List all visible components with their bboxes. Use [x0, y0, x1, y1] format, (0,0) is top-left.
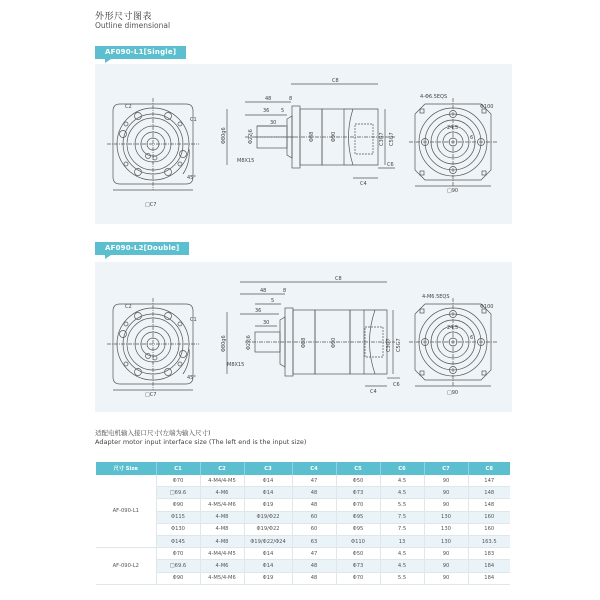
cell: 163.5	[468, 535, 510, 547]
cell: 4.5	[380, 475, 424, 487]
col-header: C7	[424, 462, 468, 475]
cell: Φ70	[156, 475, 200, 487]
cell: Φ130	[156, 523, 200, 535]
cell: 4-M4/4-M5	[200, 475, 244, 487]
cell: 48	[292, 499, 336, 511]
svg-text:48: 48	[260, 288, 267, 294]
cell: Φ110	[336, 535, 380, 547]
cell: 90	[424, 548, 468, 560]
svg-text:C3G7: C3G7	[386, 338, 392, 352]
col-header: C3	[244, 462, 292, 475]
svg-text:C5G7: C5G7	[389, 132, 395, 146]
outline-drawing-l2	[95, 262, 512, 412]
svg-text:8: 8	[283, 288, 287, 294]
dimension-table	[96, 462, 510, 585]
svg-text:8: 8	[289, 96, 293, 102]
cell: 183	[468, 548, 510, 560]
cell: 160	[468, 523, 510, 535]
table-row	[96, 560, 510, 572]
cell: Φ73	[336, 487, 380, 499]
svg-text:C1: C1	[190, 117, 197, 123]
col-header: C6	[380, 462, 424, 475]
cell: Φ14	[244, 560, 292, 572]
side-view	[227, 282, 400, 386]
table-row	[96, 548, 510, 560]
svg-text:C8: C8	[335, 276, 342, 282]
svg-text:24.5: 24.5	[447, 125, 459, 131]
col-header: C2	[200, 462, 244, 475]
col-header: C4	[292, 462, 336, 475]
cell: Φ95	[336, 523, 380, 535]
cell: Φ70	[156, 548, 200, 560]
cell: □69.6	[156, 560, 200, 572]
svg-text:M8X15: M8X15	[237, 158, 255, 164]
table-row	[96, 535, 510, 547]
svg-text:30: 30	[263, 320, 270, 326]
svg-text:30: 30	[270, 120, 277, 126]
cell: Φ95	[336, 511, 380, 523]
svg-text:4-M6.5EQS: 4-M6.5EQS	[422, 294, 450, 300]
cell: 48	[292, 560, 336, 572]
table-row	[96, 511, 510, 523]
rear-view	[409, 98, 497, 186]
cell: 5.5	[380, 499, 424, 511]
front-view	[107, 98, 199, 190]
col-header: 尺寸 Size	[96, 462, 156, 475]
cell: Φ70	[336, 572, 380, 584]
svg-text:C4: C4	[370, 389, 377, 395]
cell: Φ19/Φ22/Φ24	[244, 535, 292, 547]
cell: Φ73	[336, 560, 380, 572]
section-title-en: Adapter motor input interface size (The left end is the input size)	[95, 438, 307, 446]
svg-text:45°: 45°	[187, 375, 196, 381]
svg-text:□C7: □C7	[145, 392, 157, 398]
svg-text:□C7: □C7	[145, 202, 157, 208]
cell: 4-M8	[200, 523, 244, 535]
svg-text:Φ100: Φ100	[480, 104, 494, 110]
svg-text:5: 5	[271, 298, 275, 304]
cell: 90	[424, 499, 468, 511]
cell: Φ19/Φ22	[244, 511, 292, 523]
svg-text:4-Φ6.5EQS: 4-Φ6.5EQS	[420, 94, 448, 100]
svg-text:C6: C6	[393, 382, 400, 388]
svg-text:45°: 45°	[187, 175, 196, 181]
col-header: C8	[468, 462, 510, 475]
svg-text:C6: C6	[387, 162, 394, 168]
drawing-panel-l1	[95, 64, 512, 224]
cell: 148	[468, 499, 510, 511]
cell: 4.5	[380, 548, 424, 560]
cell: 48	[292, 487, 336, 499]
cell: 60	[292, 511, 336, 523]
cell: Φ50	[336, 475, 380, 487]
cell: 13	[380, 535, 424, 547]
svg-text:Φ80g6: Φ80g6	[221, 335, 227, 352]
cell: Φ115	[156, 511, 200, 523]
cell: 4-M6	[200, 487, 244, 499]
cell: 90	[424, 475, 468, 487]
cell: □69.6	[156, 487, 200, 499]
model-tab-l1: AF090-L1[Single]	[95, 46, 186, 59]
svg-text:Φ80g6: Φ80g6	[221, 127, 227, 144]
page-title-en: Outline dimensional	[95, 21, 171, 30]
table-row	[96, 487, 510, 499]
col-header: C1	[156, 462, 200, 475]
cell: 7.5	[380, 523, 424, 535]
table-row	[96, 523, 510, 535]
svg-text:C3G7: C3G7	[379, 132, 385, 146]
cell: 130	[424, 511, 468, 523]
cell: 90	[424, 572, 468, 584]
cell: 130	[424, 523, 468, 535]
table-row	[96, 572, 510, 584]
svg-text:Φ100: Φ100	[480, 304, 494, 310]
svg-text:C8: C8	[332, 78, 339, 84]
cell: 148	[468, 487, 510, 499]
table-row	[96, 499, 510, 511]
drawing-panel-l2	[95, 262, 512, 412]
svg-text:Φ88: Φ88	[301, 337, 307, 348]
svg-text:6: 6	[470, 135, 474, 141]
cell: 4-M8	[200, 535, 244, 547]
svg-text:M8X15: M8X15	[227, 362, 245, 368]
cell: 60	[292, 523, 336, 535]
svg-text:5: 5	[281, 108, 285, 114]
table-row	[96, 475, 510, 487]
cell: 90	[424, 487, 468, 499]
svg-text:□90: □90	[447, 390, 459, 396]
cell: 130	[424, 535, 468, 547]
model-cell: AF-090-L1	[96, 475, 156, 548]
svg-text:Φ22j6: Φ22j6	[246, 335, 252, 350]
svg-text:C5G7: C5G7	[396, 338, 402, 352]
svg-text:C4: C4	[360, 181, 367, 187]
cell: 47	[292, 475, 336, 487]
cell: 184	[468, 560, 510, 572]
cell: 184	[468, 572, 510, 584]
cell: 7.5	[380, 511, 424, 523]
cell: 4-M5/4-M6	[200, 572, 244, 584]
cell: Φ90	[156, 572, 200, 584]
cell: Φ50	[336, 548, 380, 560]
model-cell: AF-090-L2	[96, 548, 156, 585]
cell: Φ19	[244, 499, 292, 511]
model-tab-l2: AF090-L2[Double]	[95, 242, 189, 255]
front-view	[107, 298, 199, 390]
rear-view	[409, 298, 497, 386]
svg-text:□90: □90	[447, 188, 459, 194]
cell: 63	[292, 535, 336, 547]
cell: 48	[292, 572, 336, 584]
cell: 4-M5/4-M6	[200, 499, 244, 511]
svg-text:48: 48	[265, 96, 272, 102]
svg-text:24.5: 24.5	[447, 325, 459, 331]
page-title-cn: 外形尺寸图表	[95, 12, 153, 22]
svg-text:C2: C2	[125, 104, 132, 110]
cell: Φ14	[244, 548, 292, 560]
svg-text:6: 6	[470, 335, 474, 341]
table-header-row	[96, 462, 510, 475]
svg-text:Φ90: Φ90	[331, 131, 337, 142]
section-title-cn: 适配电机输入接口尺寸(左端为输入尺寸)	[95, 429, 211, 437]
cell: Φ145	[156, 535, 200, 547]
cell: 5.5	[380, 572, 424, 584]
col-header: C5	[336, 462, 380, 475]
cell: Φ19/Φ22	[244, 523, 292, 535]
svg-text:Φ90: Φ90	[331, 337, 337, 348]
cell: 4-M6	[200, 560, 244, 572]
cell: 4-M8	[200, 511, 244, 523]
svg-text:C2: C2	[125, 304, 132, 310]
cell: 4-M4/4-M5	[200, 548, 244, 560]
cell: 4.5	[380, 487, 424, 499]
svg-text:Φ88: Φ88	[309, 131, 315, 142]
cell: 147	[468, 475, 510, 487]
cell: 4.5	[380, 560, 424, 572]
svg-text:Φ22j6: Φ22j6	[248, 129, 254, 144]
cell: Φ70	[336, 499, 380, 511]
cell: Φ14	[244, 475, 292, 487]
cell: 90	[424, 560, 468, 572]
cell: Φ90	[156, 499, 200, 511]
cell: Φ14	[244, 487, 292, 499]
cell: Φ19	[244, 572, 292, 584]
svg-text:36: 36	[263, 108, 270, 114]
svg-text:36: 36	[255, 308, 262, 314]
outline-drawing-l1	[95, 64, 512, 224]
dimension-labels	[125, 78, 493, 208]
svg-text:C1: C1	[190, 317, 197, 323]
cell: 47	[292, 548, 336, 560]
cell: 160	[468, 511, 510, 523]
